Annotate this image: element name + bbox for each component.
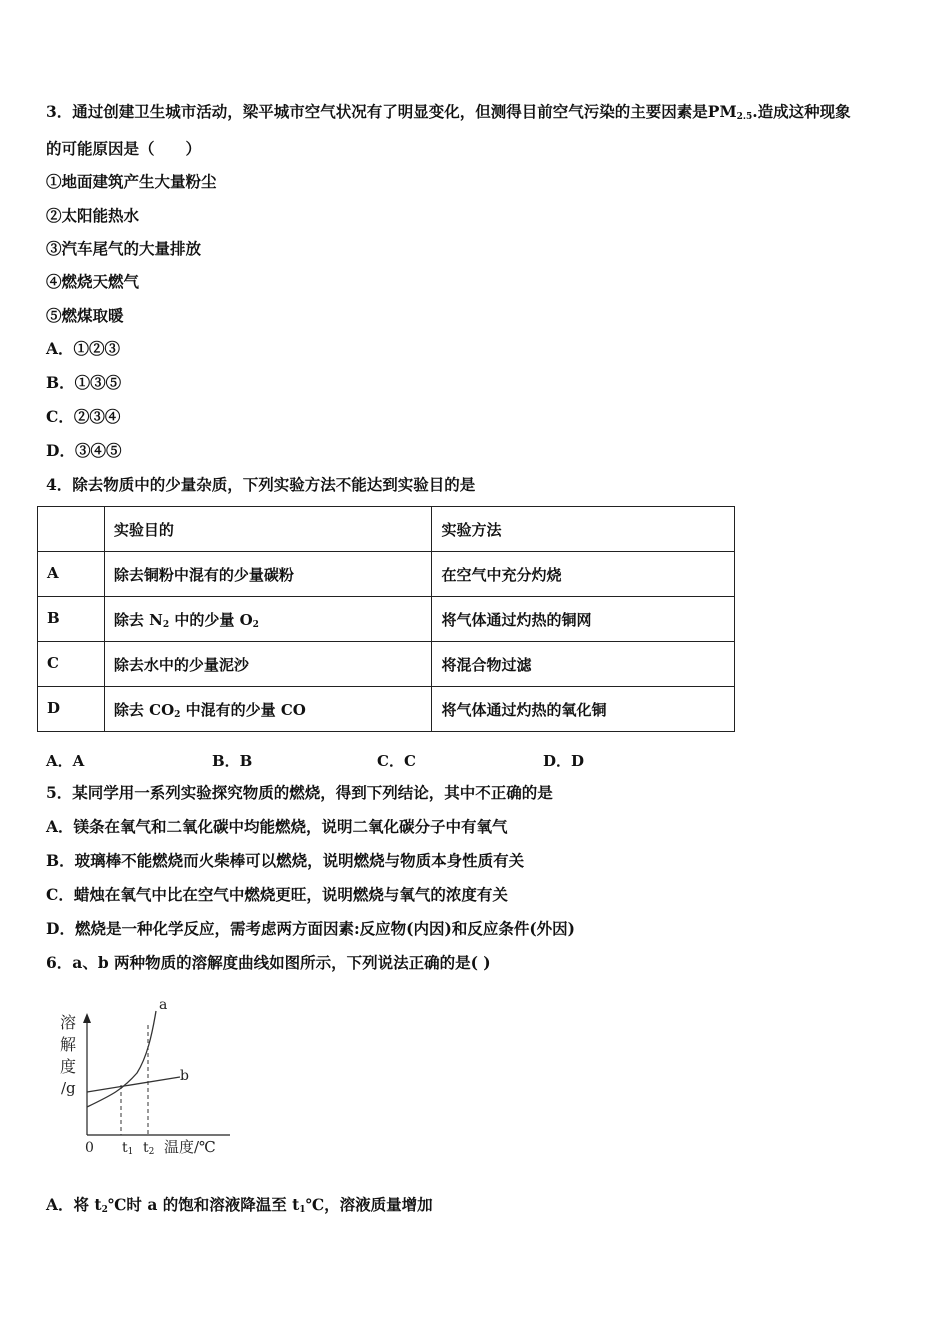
table-header-cell: 实验目的: [104, 507, 432, 552]
q3-option-d: D．③④⑤: [46, 441, 122, 460]
q5-stem: 5．某同学用一系列实验探究物质的燃烧，得到下列结论，其中不正确的是: [46, 783, 553, 802]
q5-option-d: D．燃烧是一种化学反应，需考虑两方面因素:反应物(内因)和反应条件(外因): [46, 919, 576, 938]
q3-option-c: C．②③④: [46, 407, 121, 426]
q4-stem: 4．除去物质中的少量杂质，下列实验方法不能达到实验目的是: [46, 475, 476, 494]
row-purpose: 除去 $N_2$ 中的少量 $O_2$: [104, 597, 432, 642]
q3-option-a: A．①②③: [46, 339, 121, 358]
table-row: [38, 597, 735, 642]
table-row: [38, 642, 735, 687]
q3-item: ③汽车尾气的大量排放: [46, 239, 202, 258]
table-header-cell: [38, 507, 105, 552]
q4-table: [37, 506, 735, 732]
row-method: 将气体通过灼热的铜网: [432, 597, 735, 642]
row-purpose: 除去铜粉中混有的少量碳粉: [104, 552, 432, 597]
row-label: B: [38, 597, 105, 642]
q4-option-c: C．C: [377, 752, 416, 770]
solubility-graph: [52, 995, 252, 1165]
curve-b-label: b: [180, 1068, 189, 1084]
t1-label: t1: [122, 1140, 134, 1157]
q3-item: ④燃烧天燃气: [46, 272, 140, 291]
q5-option-c: C．蜡烛在氧气中比在空气中燃烧更旺，说明燃烧与氧气的浓度有关: [46, 885, 508, 904]
q3-stem-line1: 3．通过创建卫生城市活动，梁平城市空气状况有了明显变化，但测得目前空气污染的主要因素是$PM_{2.5}$.造成这种现象: [46, 102, 851, 122]
q3-item: ①地面建筑产生大量粉尘: [46, 172, 217, 191]
row-purpose: 除去 $CO_2$ 中混有的少量 CO: [104, 687, 432, 732]
table-header-cell: 实验方法: [432, 507, 735, 552]
row-label: A: [38, 552, 105, 597]
y-label-char: /g: [61, 1079, 76, 1097]
q4-option-d: D．D: [543, 752, 585, 770]
row-label: C: [38, 642, 105, 687]
q3-option-b: B．①③⑤: [46, 373, 122, 392]
q4-option-b: B．B: [212, 752, 253, 770]
row-method: 在空气中充分灼烧: [432, 552, 735, 597]
x-axis-label: 温度/℃: [164, 1138, 216, 1156]
q3-stem-line2: 的可能原因是（ ）: [46, 139, 202, 158]
q6-stem: 6．a、b 两种物质的溶解度曲线如图所示，下列说法正确的是( ): [46, 953, 491, 972]
curve-a-label: a: [159, 997, 168, 1013]
row-method: 将气体通过灼热的氧化铜: [432, 687, 735, 732]
y-label-char: 溶: [60, 1013, 77, 1032]
y-axis-arrow: [83, 1013, 91, 1023]
q5-option-b: B．玻璃棒不能燃烧而火柴棒可以燃烧，说明燃烧与物质本身性质有关: [46, 851, 525, 870]
row-method: 将混合物过滤: [432, 642, 735, 687]
q4-option-a: A．A: [46, 752, 85, 770]
origin-label: 0: [85, 1140, 94, 1156]
y-label-char: 度: [60, 1057, 77, 1076]
q6-option-a: A．将 $t_2℃$时 a 的饱和溶液降温至 $t_1℃$，溶液质量增加: [46, 1195, 433, 1215]
table-header-row: [38, 507, 735, 552]
q5-option-a: A．镁条在氧气和二氧化碳中均能燃烧，说明二氧化碳分子中有氧气: [46, 817, 508, 836]
row-purpose: 除去水中的少量泥沙: [104, 642, 432, 687]
curve-b: [87, 1077, 180, 1092]
row-label: D: [38, 687, 105, 732]
q3-item: ⑤燃煤取暖: [46, 306, 124, 325]
y-label-char: 解: [60, 1035, 77, 1054]
t2-label: t2: [143, 1140, 155, 1157]
q3-item: ②太阳能热水: [46, 206, 140, 225]
table-row: [38, 552, 735, 597]
table-row: [38, 687, 735, 732]
